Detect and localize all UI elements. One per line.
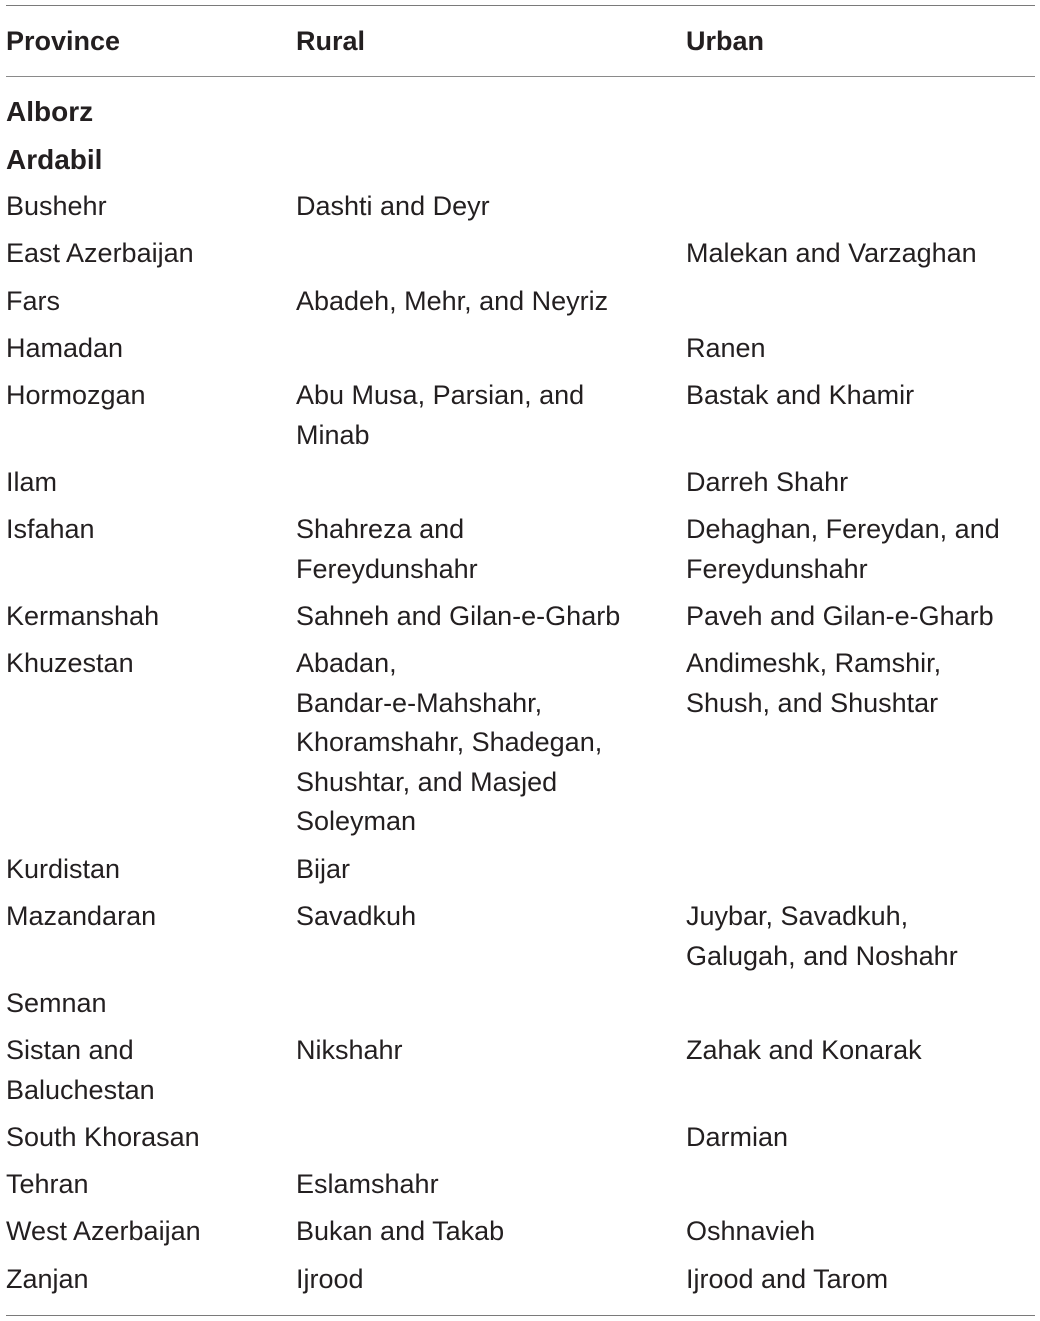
province-cell: Hormozgan (6, 380, 146, 410)
rural-cell: Eslamshahr (296, 1169, 439, 1199)
province-cell: Zanjan (6, 1264, 89, 1294)
province-cell: Sistan and Baluchestan (6, 1035, 155, 1105)
province-cell: Bushehr (6, 191, 107, 221)
rural-cell: Ijrood (296, 1264, 364, 1294)
table-top-rule (6, 5, 1035, 6)
urban-cell: Oshnavieh (686, 1216, 816, 1246)
header-province: Province (6, 26, 121, 56)
rural-cell: Nikshahr (296, 1035, 403, 1065)
urban-cell: Andimeshk, Ramshir, Shush, and Shushtar (686, 648, 942, 718)
urban-cell: Zahak and Konarak (686, 1035, 922, 1065)
rural-cell: Bukan and Takab (296, 1216, 505, 1246)
province-cell: Khuzestan (6, 648, 134, 678)
urban-cell: Darmian (686, 1122, 789, 1152)
urban-cell: Malekan and Varzaghan (686, 238, 977, 268)
table-header-rule (6, 76, 1035, 77)
province-cell: Tehran (6, 1169, 89, 1199)
province-cell: Ilam (6, 467, 58, 497)
rural-cell: Abadeh, Mehr, and Neyriz (296, 286, 609, 316)
urban-cell: Darreh Shahr (686, 467, 849, 497)
table-bottom-rule (6, 1315, 1035, 1316)
province-cell: Semnan (6, 988, 107, 1018)
urban-cell: Bastak and Khamir (686, 380, 915, 410)
province-cell: West Azerbaijan (6, 1216, 201, 1246)
province-cell: Ardabil (6, 144, 103, 175)
urban-cell: Ijrood and Tarom (686, 1264, 889, 1294)
rural-cell: Abu Musa, Parsian, and Minab (296, 380, 585, 450)
header-urban: Urban (686, 26, 765, 56)
province-cell: Isfahan (6, 514, 95, 544)
province-cell: South Khorasan (6, 1122, 200, 1152)
rural-cell: Dashti and Deyr (296, 191, 490, 221)
urban-cell: Dehaghan, Fereydan, and Fereydunshahr (686, 514, 1000, 584)
province-cell: Fars (6, 286, 60, 316)
rural-cell: Bijar (296, 854, 351, 884)
province-cell: Kurdistan (6, 854, 121, 884)
rural-cell: Savadkuh (296, 901, 417, 931)
province-cell: East Azerbaijan (6, 238, 194, 268)
rural-cell: Shahreza and Fereydunshahr (296, 514, 478, 584)
province-cell: Kermanshah (6, 601, 160, 631)
province-cell: Hamadan (6, 333, 124, 363)
urban-cell: Juybar, Savadkuh, Galugah, and Noshahr (686, 901, 958, 971)
rural-cell: Sahneh and Gilan-e-Gharb (296, 601, 621, 631)
urban-cell: Paveh and Gilan-e-Gharb (686, 601, 994, 631)
rural-cell: Abadan, Bandar-e-Mahshahr, Khoramshahr, Shadegan, Shushtar, and Masjed Soleyman (296, 648, 603, 836)
urban-cell: Ranen (686, 333, 766, 363)
province-cell: Alborz (6, 96, 94, 127)
header-rural: Rural (296, 26, 366, 56)
province-cell: Mazandaran (6, 901, 157, 931)
